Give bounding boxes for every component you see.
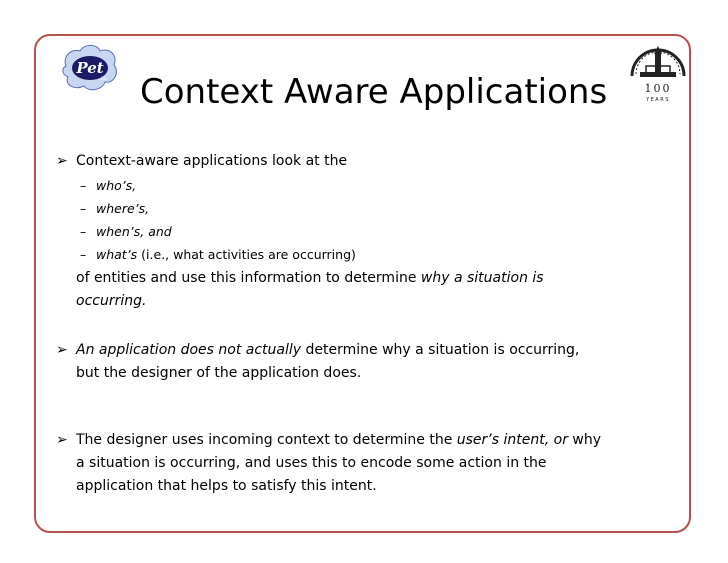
pet-logo-text: Pet: [76, 59, 104, 77]
centenary-logo-years: YEARS: [646, 97, 670, 103]
slide-content: [56, 150, 676, 498]
dash-bullet-icon: –: [80, 178, 87, 193]
bullet1-line1-italic: why a situation is: [420, 270, 544, 286]
list-item: [80, 220, 676, 243]
bullet2-text: determine why a situation is occurring,: [301, 342, 580, 358]
sub-list: [80, 174, 676, 266]
bullet1-intro: Context-aware applications look at the: [76, 153, 348, 169]
bullet2-continuation: [56, 362, 676, 385]
list-item: [80, 243, 676, 266]
bullet1-line1: of entities and use this information to determine: [76, 270, 421, 286]
list-item: [80, 197, 676, 220]
pet-logo-subtext: iisc: [100, 76, 108, 81]
bullet3-italic: user’s intent, or: [456, 432, 568, 448]
bullet1-continuation-2: [56, 290, 676, 313]
bullet1-line2-italic: occurring.: [76, 293, 147, 309]
bullet3-text1: The designer uses incoming context to determine the: [76, 432, 457, 448]
bullet3-continuation-2: [56, 475, 676, 498]
centenary-logo: [626, 40, 690, 106]
bullet-application: [56, 339, 676, 362]
bullet-context-aware: [56, 150, 676, 173]
bullet-designer: [56, 429, 676, 452]
bullet3-line2: a situation is occurring, and uses this to encode some action in the: [76, 455, 547, 471]
list-item: [80, 174, 676, 197]
list-item-text: (i.e., what activities are occurring): [137, 247, 356, 262]
dash-bullet-icon: –: [80, 201, 87, 216]
bullet2-italic: An application does not actually: [76, 342, 302, 358]
arrow-bullet-icon: ➢: [56, 342, 68, 358]
bullet1-continuation: [56, 267, 676, 290]
list-item-italic: when’s, and: [96, 224, 172, 239]
centenary-logo-number: 100: [644, 82, 672, 95]
bullet3-line3: application that helps to satisfy this intent.: [76, 478, 377, 494]
dash-bullet-icon: –: [80, 247, 87, 262]
arrow-bullet-icon: ➢: [56, 153, 68, 169]
bullet2-line2: but the designer of the application does.: [76, 365, 362, 381]
pet-logo: [60, 42, 120, 94]
list-item-italic: where’s,: [96, 201, 150, 216]
bullet3-text2: why: [567, 432, 602, 448]
bullet3-continuation: [56, 452, 676, 475]
list-item-italic: who’s,: [96, 178, 137, 193]
arrow-bullet-icon: ➢: [56, 432, 68, 448]
list-item-italic: what’s: [96, 247, 138, 262]
dash-bullet-icon: –: [80, 224, 87, 239]
slide-title: Context Aware Applications: [140, 72, 608, 112]
